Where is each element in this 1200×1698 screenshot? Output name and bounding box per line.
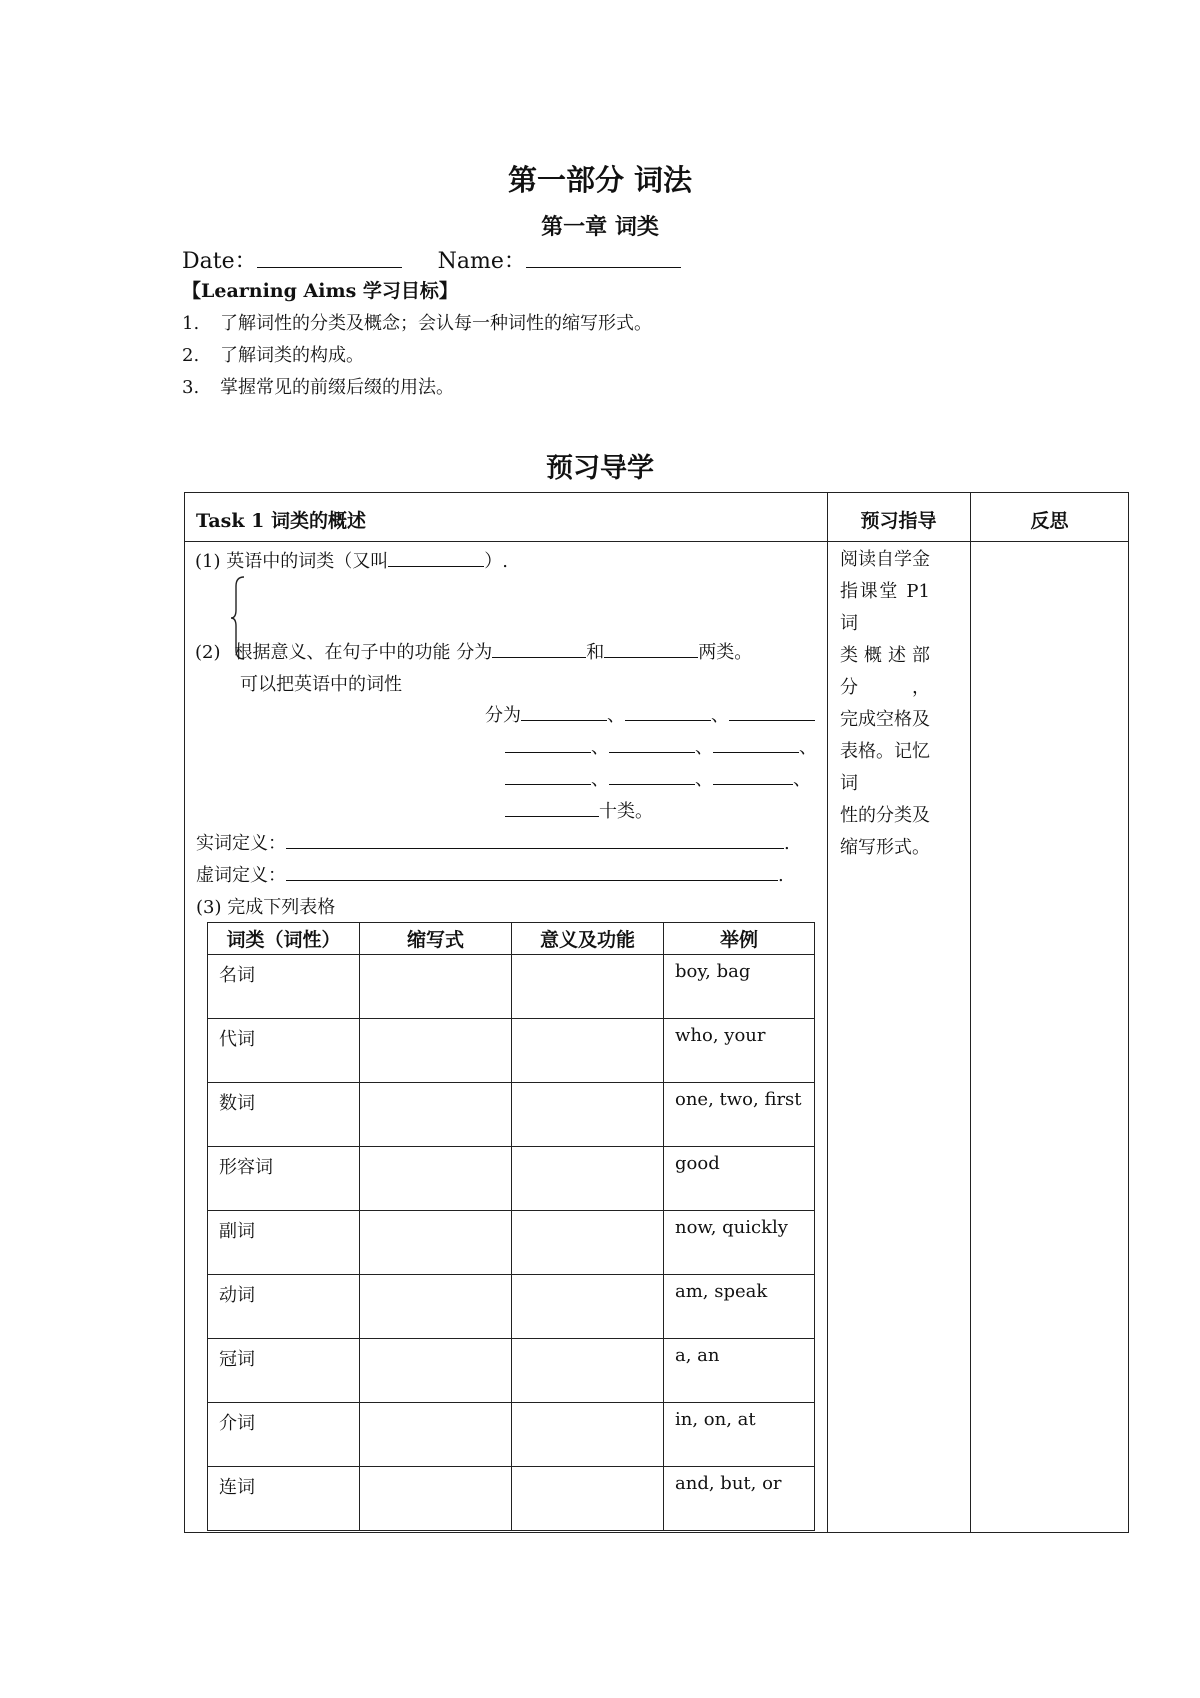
abbr-cell[interactable] <box>360 1275 512 1339</box>
date-name-line <box>182 244 681 275</box>
word-class-cell: 冠词 <box>208 1339 360 1403</box>
example-cell: boy, bag <box>664 955 815 1019</box>
question-1: (1) 英语中的词类（又叫 ）. <box>195 547 508 573</box>
example-cell: one, two, first <box>664 1083 815 1147</box>
fill-blank[interactable] <box>609 766 695 785</box>
question-3: (3) 完成下列表格 <box>196 897 336 918</box>
fill-blank[interactable] <box>505 766 591 785</box>
abbr-cell[interactable] <box>360 1403 512 1467</box>
word-class-cell: 介词 <box>208 1403 360 1467</box>
table-row <box>208 1211 815 1275</box>
example-cell: am, speak <box>664 1275 815 1339</box>
word-class-cell: 副词 <box>208 1211 360 1275</box>
fill-blank[interactable] <box>505 798 599 817</box>
table-row <box>208 955 815 1019</box>
fill-blank[interactable] <box>388 548 484 567</box>
shici-definition: 实词定义： . <box>196 829 790 855</box>
abbr-cell[interactable] <box>360 1467 512 1531</box>
fill-blank[interactable] <box>713 734 799 753</box>
meaning-cell[interactable] <box>512 955 664 1019</box>
column-divider <box>970 492 971 1533</box>
table-row <box>208 1275 815 1339</box>
part-title: 第一部分 词法 <box>507 163 693 197</box>
word-class-cell: 名词 <box>208 955 360 1019</box>
word-class-cell: 数词 <box>208 1083 360 1147</box>
abbr-cell[interactable] <box>360 1019 512 1083</box>
abbr-cell[interactable] <box>360 1211 512 1275</box>
column-header: 词类（词性） <box>208 923 360 955</box>
task-header: Task 1 词类的概述 <box>196 510 366 532</box>
name-blank[interactable] <box>526 247 681 268</box>
header-divider <box>184 541 1129 542</box>
table-row <box>208 1403 815 1467</box>
reflect-header: 反思 <box>1030 510 1069 532</box>
word-class-cell: 代词 <box>208 1019 360 1083</box>
guide-text: 阅读自学金 指课堂 P1 词 类概述部分， 完成空格及 表格。记忆词 性的分类及 缩写形式。 <box>840 549 930 858</box>
column-header: 意义及功能 <box>512 923 664 955</box>
date-blank[interactable] <box>257 247 402 268</box>
category-blanks-row: 、 、 、 <box>505 733 817 759</box>
xuci-definition: 虚词定义： . <box>196 861 784 887</box>
example-cell: who, your <box>664 1019 815 1083</box>
fill-blank[interactable] <box>604 639 698 658</box>
column-header: 缩写式 <box>360 923 512 955</box>
table-row <box>208 1083 815 1147</box>
word-class-cell: 形容词 <box>208 1147 360 1211</box>
fill-blank[interactable] <box>609 734 695 753</box>
abbr-cell[interactable] <box>360 1147 512 1211</box>
example-cell: good <box>664 1147 815 1211</box>
abbr-cell[interactable] <box>360 1339 512 1403</box>
question-2: (2) 根据意义、在句子中的功能 分为 和 两类。 <box>195 638 752 664</box>
example-cell: in, on, at <box>664 1403 815 1467</box>
word-class-cell: 连词 <box>208 1467 360 1531</box>
word-class-table <box>207 922 815 1531</box>
meaning-cell[interactable] <box>512 1083 664 1147</box>
question-2-cont: 可以把英语中的词性 <box>240 674 402 695</box>
table-row <box>208 1019 815 1083</box>
aim-item: 3. 掌握常见的前缀后缀的用法。 <box>182 377 454 398</box>
table-header-row <box>208 923 815 955</box>
abbr-cell[interactable] <box>360 1083 512 1147</box>
abbr-cell[interactable] <box>360 955 512 1019</box>
fill-blank[interactable] <box>505 734 591 753</box>
date-label: Date： <box>182 249 257 274</box>
aim-item: 1. 了解词性的分类及概念；会认每一种词性的缩写形式。 <box>182 313 652 334</box>
meaning-cell[interactable] <box>512 1275 664 1339</box>
example-cell: now, quickly <box>664 1211 815 1275</box>
fill-blank[interactable] <box>729 702 815 721</box>
learning-aims-heading: 【Learning Aims 学习目标】 <box>182 280 458 302</box>
guide-header: 预习指导 <box>860 510 937 532</box>
fill-blank[interactable] <box>625 702 711 721</box>
example-cell: and, but, or <box>664 1467 815 1531</box>
meaning-cell[interactable] <box>512 1403 664 1467</box>
meaning-cell[interactable] <box>512 1339 664 1403</box>
category-blanks-row: 十类。 <box>505 797 653 823</box>
aim-item: 2. 了解词类的构成。 <box>182 345 364 366</box>
meaning-cell[interactable] <box>512 1147 664 1211</box>
fill-blank[interactable] <box>286 862 778 881</box>
table-row <box>208 1467 815 1531</box>
section-title: 预习导学 <box>546 453 654 484</box>
name-label: Name： <box>437 249 526 274</box>
fill-blank[interactable] <box>521 702 607 721</box>
meaning-cell[interactable] <box>512 1019 664 1083</box>
fill-blank[interactable] <box>713 766 793 785</box>
meaning-cell[interactable] <box>512 1211 664 1275</box>
table-row <box>208 1339 815 1403</box>
column-divider <box>827 492 828 1533</box>
meaning-cell[interactable] <box>512 1467 664 1531</box>
category-blanks-row: 分为 、 、 <box>485 701 815 727</box>
example-cell: a, an <box>664 1339 815 1403</box>
chapter-title: 第一章 词类 <box>541 214 659 240</box>
column-header: 举例 <box>664 923 815 955</box>
category-blanks-row: 、 、 、 <box>505 765 811 791</box>
word-class-cell: 动词 <box>208 1275 360 1339</box>
fill-blank[interactable] <box>286 830 784 849</box>
fill-blank[interactable] <box>492 639 586 658</box>
table-row <box>208 1147 815 1211</box>
